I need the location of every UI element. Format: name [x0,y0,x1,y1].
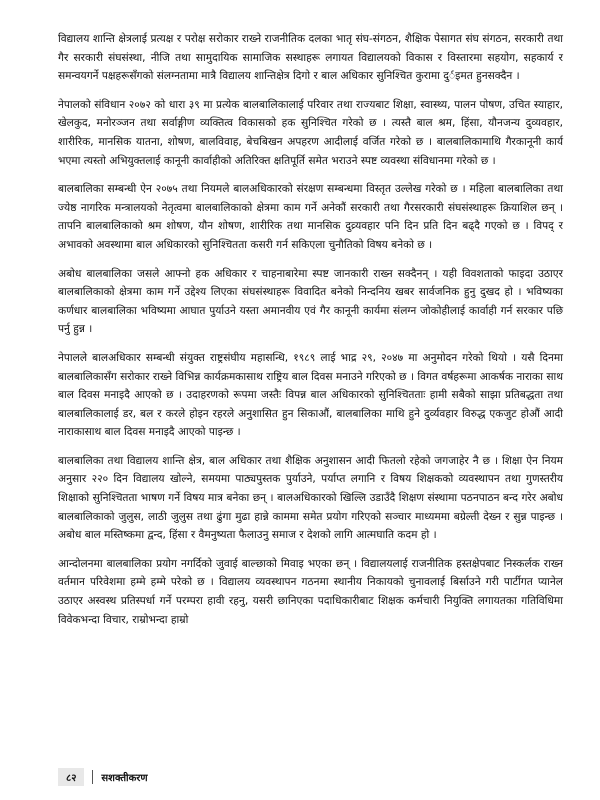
footer-divider [92,770,93,784]
publication-title: सशक्तीकरण [101,773,148,784]
document-body [58,30,563,639]
paragraph-7: आन्दोलनमा बालबालिका प्रयोग नगर्दिको जुवाई बाल्छाको मिवाइ भएका छन् । विद्यालयलाई राजनीतिक हस्तक्षेपबाट निस्कर्लक राख्न वर्तमान परिवेशमा हम्मे हम्मे परेको छ । विद्यालय व्यवस्थापन गठनमा स्थानीय निकायको चुनावलाई बिर्साउने गरी पार्टीगत प्यानेल उठाएर अस्वस्थ प्रतिस्पर्धा गर्ने परम्परा हावी रहनु, यसरी छानिएका पदाधिकारीबाट शिक्षक कर्मचारी नियुक्ति लगायतका गतिविधिमा विवेकभन्दा विचार, राम्रोभन्दा हाम्रो [58,557,563,626]
paragraph-2: नेपालको संविधान २०७२ को धारा ३९ मा प्रत्येक बालबालिकालाई परिवार तथा राज्यबाट शिक्षा, स्वास्थ्य, पालन पोषण, उचित स्याहार, खेलकुद, मनोरञ्जन तथा सर्वाङ्गीण व्यक्तित्व विकासको हक सुनिश्चित गरेको छ । त्यस्तै बाल श्रम, हिंसा, यौनजन्य दुव्यवहार, शारीरिक, मानसिक यातना, शोषण, बालविवाह, बेचबिखन अपहरण आदीलाई वर्जित गरेको छ । बालबालिकामाथि गैरकानूनी कार्य भएमा त्यस्तो अभियुक्तलाई कानूनी कार्वाहीको अतिरिक्त क्षतिपूर्ति समेत भराउने स्पष्ट व्यवस्था संविधानमा गरेको छ । [58,98,563,167]
paragraph-3: बालबालिका सम्बन्धी ऐन २०७५ तथा नियमले बालअधिकारको संरक्षण सम्बन्धमा विस्तृत उल्लेख गरेको छ । महिला बालबालिका तथा ज्येष्ठ नागरिक मन्त्रालयको नेतृत्वमा बालबालिकाको क्षेत्रमा काम गर्ने अनेकौं सरकारी तथा गैरसरकारी संघसंस्थाहरू क्रियाशिल छन् । तापनि बालबालिकाको श्रम शोषण, यौन शोषण, शारीरिक तथा मानसिक दुव्र्यवहार पनि दिन प्रति दिन बढ्दै गएको छ । विपद् र अभावको अवस्थामा बाल अधिकारको सुनिश्चितता कसरी गर्न सकिएला चुनौतिको विषय बनेको छ । [58,183,563,251]
paragraph-1: विद्यालय शान्ति क्षेत्रलाई प्रत्यक्ष र परोक्ष सरोकार राख्ने राजनीतिक दलका भातृ संघ-संगठन, शैक्षिक पेसागत संघ संगठन, सरकारी तथा गैर सरकारी संघसंस्था, नीजि तथा सामुदायिक सामाजिक सस्थाहरू लगायत विद्यालयको विकास र विस्तारमा सहयोग, सहकार्य र समन्वयगर्ने पक्षहरूसँगको संलग्नतामा मात्रै विद्यालय शान्तिक्षेत्र दिगो र बाल अधिकार सुनिश्चित कुरामा दुर्इमत हुनसक्दैन । [58,33,563,83]
page-footer [58,768,148,786]
paragraph-6: बालबालिका तथा विद्यालय शान्ति क्षेत्र, बाल अधिकार तथा शैक्षिक अनुशासन आदी फितलो रहेको जगजाहेर नै छ । शिक्षा ऐन नियम अनुसार २२० दिन विद्यालय खोल्ने, समयमा पाठ्यपुस्तक पुर्याउने, पर्याप्त लगानि र विषय शिक्षकको व्यवस्थापन तथा गुणस्तरीय शिक्षाको सुनिश्चितता भाषण गर्ने विषय मात्र बनेका छन् । बालअधिकारको खिल्लि उडाउँदै शिक्षण संस्थामा पठनपाठन बन्द गरेर अबोध बालबालिकाको जुलुस, लाठी जुलुस तथा ढुंगा मुढा हान्ने काममा समेत प्रयोग गरिएको सञ्चार माध्यममा बग्रेल्ती देख्न र सुन्न पाइन्छ । अबोध बाल मस्तिष्कमा द्वन्द, हिंसा र वैमनुष्यता फैलाउनु समाज र देशको लागि आत्मघाति कदम हो । [58,454,563,542]
page-number: ८२ [58,768,84,786]
paragraph-5: नेपालले बालअधिकार सम्बन्धी संयुक्त राष्ट्रसंघीय महासन्धि, १९८९ लाई भाद्र २९, २०४७ मा अनुमोदन गरेको थियो । यसै दिनमा बालबालिकासँग सरोकार राख्ने विभिन्न कार्यक्रमकासाथ राष्ट्रिय बाल दिवस मनाउने गरिएको छ । विगत वर्षहरूमा आकर्षक नाराका साथ बाल दिवस मनाइदै आएको छ । उदाहरणको रूपमा जस्तैः विपन्न बाल अधिकारको सुनिश्चितताः हामी सबैको साझा प्रतिबद्धता तथा बालबालिकालाई डर, बल र करले होइन रहरले अनुशासित हुन सिकाऔं, बालबालिका माथि हुने दुर्व्यवहार विरुद्ध एकजुट होऔं आदी नाराकासाथ बाल दिवस मनाइदै आएको पाइन्छ । [58,351,563,439]
paragraph-4: अबोध बालबालिका जसले आफ्नो हक अधिकार र चाहनाबारेमा स्पष्ट जानकारी राख्न सक्दैनन् । यही विवशताको फाइदा उठाएर बालबालिकाको क्षेत्रमा काम गर्ने उद्देश्य लिएका संघसंस्थाहरू विवादित बनेको निन्दनिय खबर सार्वजनिक हुनु दुखद हो । भविष्यका कर्णधार बालबालिका भविष्यमा आघात पुर्याउने यस्ता अमानवीय एवं गैर कानूनी कार्यमा संलग्न जोकोहीलाई कार्वाही गर्न सरकार पछि पर्नु हुन्न । [58,267,563,336]
